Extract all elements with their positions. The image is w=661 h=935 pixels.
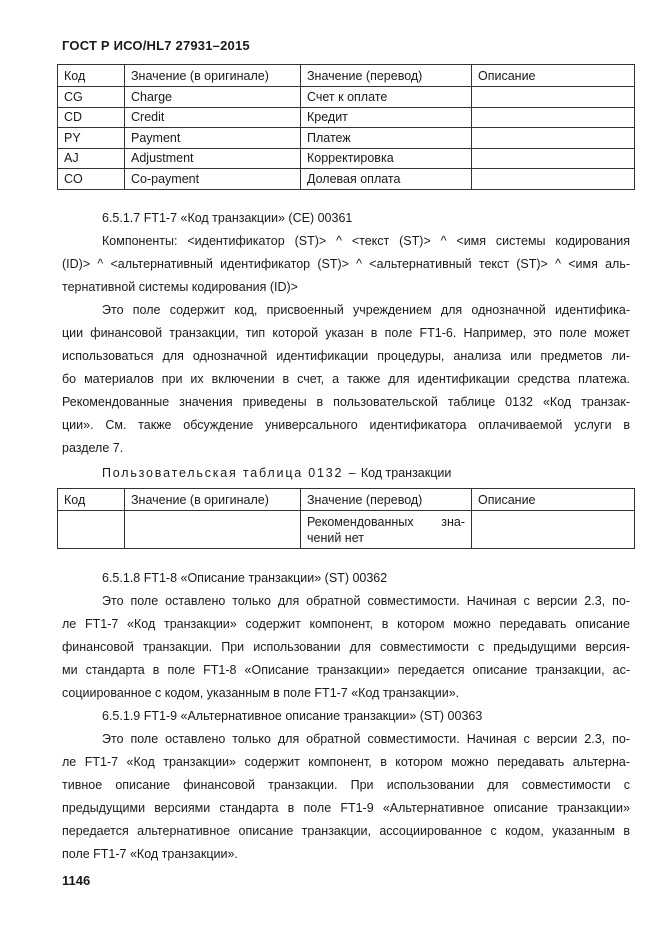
cell-translation: Платеж: [301, 128, 472, 149]
cell-description: [472, 107, 635, 128]
paragraph-line: Это поле оставлено только для обратной совместимости. Начиная с версии 2.3, по-: [102, 732, 630, 746]
sections-6518-6519: [62, 567, 630, 866]
column-header-code: Код: [58, 65, 125, 87]
cell-code: PY: [58, 128, 125, 149]
cell-code: CO: [58, 169, 125, 190]
table-row: [58, 148, 635, 169]
cell-translation-line: Рекомендованных зна-: [307, 515, 465, 529]
table-row: [58, 169, 635, 190]
table-row: [58, 511, 635, 549]
cell-translation: [301, 511, 472, 549]
paragraph-line: социированное с кодом, указанным в поле FT1-7 «Код транзакции».: [62, 686, 460, 700]
paragraph-line: бо материалов при их включении в счет, а также для идентификации средства платежа.: [62, 372, 630, 386]
transaction-codes-table: [57, 64, 635, 190]
section-6517: [62, 207, 630, 460]
paragraph-line: использоваться для однозначной идентификации процедуры, анализа или предметов ли-: [62, 349, 630, 363]
table-caption-spaced: Пользовательская таблица 0132 –: [102, 466, 358, 480]
cell-original: [125, 511, 301, 549]
cell-code: AJ: [58, 148, 125, 169]
column-header-code: Код: [58, 489, 125, 511]
cell-translation: Корректировка: [301, 148, 472, 169]
paragraph-line: тивное описание финансовой транзакции. При использовании для совместимости с: [62, 778, 630, 792]
cell-description: [472, 169, 635, 190]
column-header-description: Описание: [472, 489, 635, 511]
paragraph-line: тернативной системы кодирования (ID)>: [62, 280, 298, 294]
cell-code: CG: [58, 87, 125, 108]
paragraph-line: (ID)> ^ <альтернативный идентификатор (ST)> ^ <альтернативный текст (ST)> ^ <имя аль-: [62, 257, 630, 271]
table-row: [58, 107, 635, 128]
cell-translation: Кредит: [301, 107, 472, 128]
cell-code: CD: [58, 107, 125, 128]
paragraph-line: ции». См. также обсуждение универсального идентификатора оплачиваемой услуги в: [62, 418, 630, 432]
cell-translation: Долевая оплата: [301, 169, 472, 190]
cell-original: Payment: [125, 128, 301, 149]
section-heading: 6.5.1.9 FT1-9 «Альтернативное описание транзакции» (ST) 00363: [102, 709, 483, 723]
column-header-original: Значение (в оригинале): [125, 489, 301, 511]
paragraph-line: ми стандарта в поле FT1-8 «Описание транзакции» передается описание транзакции, ас-: [62, 663, 630, 677]
cell-translation-line: чений нет: [307, 531, 364, 545]
table-header-row: [58, 489, 635, 511]
cell-description: [472, 148, 635, 169]
cell-description: [472, 87, 635, 108]
cell-original: Adjustment: [125, 148, 301, 169]
paragraph-line: передается альтернативное описание транзакции, ассоциированное с кодом, указанным в: [62, 824, 630, 838]
table-row: [58, 128, 635, 149]
user-table-0132: [57, 488, 635, 549]
column-header-translation: Значение (перевод): [301, 489, 472, 511]
column-header-description: Описание: [472, 65, 635, 87]
cell-original: Charge: [125, 87, 301, 108]
table-caption: [102, 462, 451, 485]
paragraph-line: финансовой транзакции. При использовании для совместимости с предыдущими версия-: [62, 640, 630, 654]
cell-translation: Счет к оплате: [301, 87, 472, 108]
cell-description: [472, 128, 635, 149]
column-header-translation: Значение (перевод): [301, 65, 472, 87]
paragraph-line: разделе 7.: [62, 441, 124, 455]
section-heading: 6.5.1.7 FT1-7 «Код транзакции» (CE) 00361: [102, 211, 353, 225]
paragraph-line: предыдущими версиями стандарта в поле FT1-9 «Альтернативное описание транзакции»: [62, 801, 630, 815]
cell-original: Credit: [125, 107, 301, 128]
column-header-original: Значение (в оригинале): [125, 65, 301, 87]
paragraph-line: ле FT1-7 «Код транзакции» содержит компонент, в котором можно передавать альтерна-: [62, 755, 630, 769]
section-heading: 6.5.1.8 FT1-8 «Описание транзакции» (ST) 00362: [102, 571, 388, 585]
cell-code: [58, 511, 125, 549]
table-row: [58, 87, 635, 108]
table-header-row: [58, 65, 635, 87]
paragraph-line: Рекомендованные значения приведены в пользовательской таблице 0132 «Код транзак-: [62, 395, 630, 409]
paragraph-line: ции финансовой транзакции, тип которой указан в поле FT1-6. Например, это поле может: [62, 326, 630, 340]
cell-original: Co-payment: [125, 169, 301, 190]
paragraph-line: ле FT1-7 «Код транзакции» содержит компонент, в котором можно передавать описание: [62, 617, 630, 631]
paragraph-line: Это поле содержит код, присвоенный учреждением для однозначной идентифика-: [102, 303, 630, 317]
paragraph-line: Компоненты: <идентификатор (ST)> ^ <текст (ST)> ^ <имя системы кодирования: [102, 234, 630, 248]
cell-description: [472, 511, 635, 549]
paragraph-line: поле FT1-7 «Код транзакции».: [62, 847, 238, 861]
page-number: 1146: [62, 873, 91, 888]
document-header-title: ГОСТ Р ИСО/HL7 27931–2015: [62, 38, 250, 53]
paragraph-line: Это поле оставлено только для обратной совместимости. Начиная с версии 2.3, по-: [102, 594, 630, 608]
table-caption-title: Код транзакции: [357, 466, 452, 480]
